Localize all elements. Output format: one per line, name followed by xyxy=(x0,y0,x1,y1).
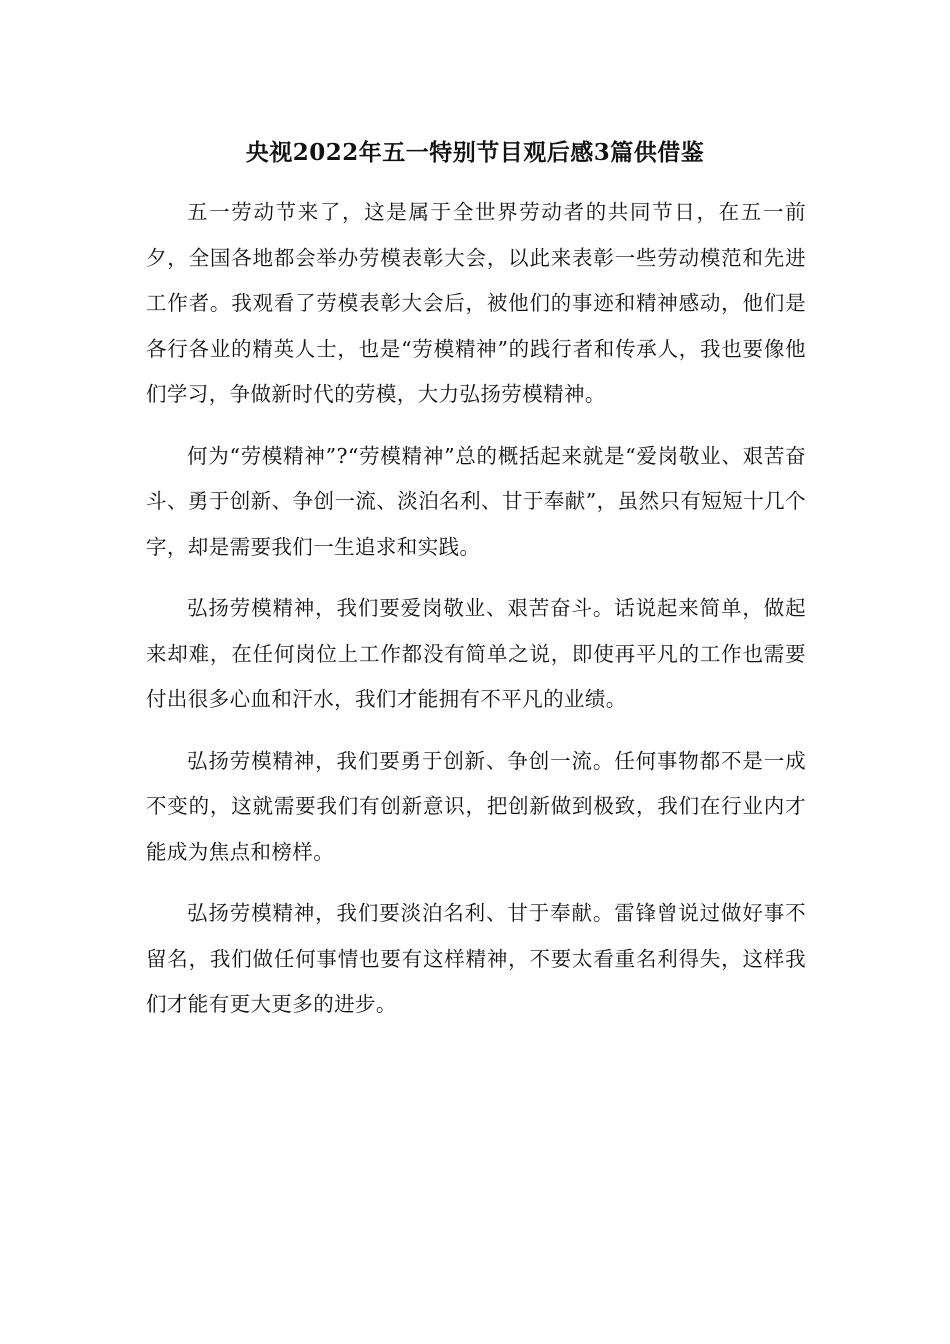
paragraph-3: 弘扬劳模精神，我们要爱岗敬业、艰苦奋斗。话说起来简单，做起来却难，在任何岗位上工作都没有简单之说，即使再平凡的工作也需要付出很多心血和汗水，我们才能拥有不平凡的业绩。 xyxy=(146,596,806,711)
paragraph-2: 何为“劳模精神”?“劳模精神”总的概括起来就是“爱岗敬业、艰苦奋斗、勇于创新、争创一流、淡泊名利、甘于奉献”，虽然只有短短十几个字，却是需要我们一生追求和实践。 xyxy=(146,443,806,559)
paragraph-1: 五一劳动节来了，这是属于全世界劳动者的共同节日，在五一前夕，全国各地都会举办劳模表彰大会，以此来表彰一些劳动模范和先进工作者。我观看了劳模表彰大会后，被他们的事迹和精神感动，他们是各行各业的精英人士，也是“劳模精神”的践行者和传承人，我也要像他们学习，争做新时代的劳模，大力弘扬劳模精神。 xyxy=(146,200,806,406)
document-title: 央视2022年五一特别节目观后感3篇供借鉴 xyxy=(245,139,705,166)
paragraph-4: 弘扬劳模精神，我们要勇于创新、争创一流。任何事物都不是一成不变的，这就需要我们有创新意识，把创新做到极致，我们在行业内才能成为焦点和榜样。 xyxy=(146,748,806,864)
paragraph-5: 弘扬劳模精神，我们要淡泊名利、甘于奉献。雷锋曾说过做好事不留名，我们做任何事情也要有这样精神，不要太看重名利得失，这样我们才能有更大更多的进步。 xyxy=(146,901,806,1016)
document-body xyxy=(146,190,806,1044)
